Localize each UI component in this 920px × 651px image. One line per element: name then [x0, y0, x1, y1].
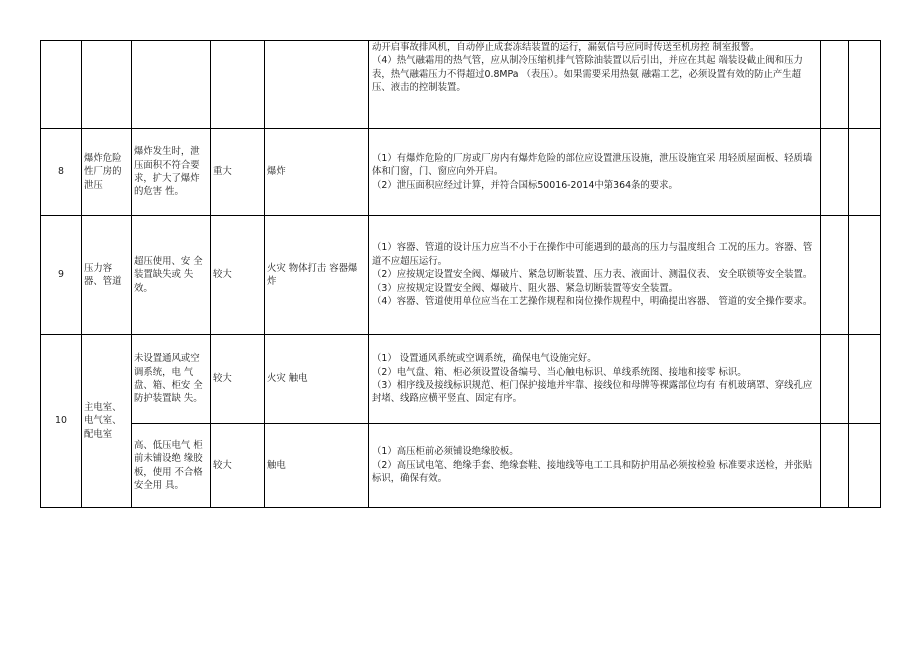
cell-hazard: 高、低压电气 柜前未铺设绝 缘胶板，使用 不合格安全用 具。 — [132, 424, 211, 508]
cell-no — [41, 41, 82, 129]
cell-measures — [369, 335, 821, 424]
cell-blank — [849, 424, 881, 508]
cell-site — [82, 41, 132, 129]
cell-blank — [849, 216, 881, 335]
cell-hazard — [132, 41, 211, 129]
table-row — [41, 129, 881, 216]
cell-site: 压力容器、管道 — [82, 216, 132, 335]
measure-text: （3）相序线及接线标识规范、柜门保护接地并牢靠、接线位和母牌等裸露部位均有 有机玻璃罩、穿线孔应封堵、线路应横平竖直、固定有序。 — [372, 380, 813, 405]
measure-text: （2）应按规定设置安全阀、爆破片、紧急切断装置、压力表、液面计、测温仪表、 安全联锁等安全装置。 — [372, 269, 813, 281]
cell-blank — [821, 216, 849, 335]
measure-text: 动开启事故排风机，自动停止成套冻结装置的运行，漏氨信号应同时传送至机房控 制室报警。 — [372, 42, 760, 53]
cell-blank — [849, 129, 881, 216]
cell-hazard: 未设置通风或空调系统，电 气盘、箱、柜安 全防护装置缺 失。 — [132, 335, 211, 424]
risk-control-table — [40, 40, 881, 508]
cell-no: 10 — [41, 335, 82, 508]
cell-measures — [369, 424, 821, 508]
cell-blank — [821, 41, 849, 129]
measure-text: （4）容器、管道使用单位应当在工艺操作规程和岗位操作规程中，明确提出容器、 管道的安全操作要求。 — [372, 296, 813, 308]
cell-measures — [369, 41, 821, 129]
cell-level — [211, 41, 265, 129]
table-row — [41, 424, 881, 508]
cell-no: 8 — [41, 129, 82, 216]
measure-text: （1）高压柜前必须铺设绝缘胶板。 — [372, 446, 519, 458]
cell-level: 较大 — [211, 424, 265, 508]
measure-text: （2）电气盘、箱、柜必须设置设备编号、当心触电标识、单线系统图、接地和接零 标识。 — [372, 366, 747, 378]
cell-measures — [369, 129, 821, 216]
table-row — [41, 41, 881, 129]
cell-level: 重大 — [211, 129, 265, 216]
measure-text: （3）应按规定设置安全阀、爆破片、阻火器、紧急切断装置等安全装置。 — [372, 282, 678, 294]
measure-text: （1）容器、管道的设计压力应当不小于在操作中可能遇到的最高的压力与温度组合 工况的压力。容器、管道不应超压运行。 — [372, 242, 813, 267]
cell-site: 爆炸危险性厂房的泄压 — [82, 129, 132, 216]
cell-accident: 火灾 物体打击 容器爆炸 — [265, 216, 369, 335]
table-row — [41, 216, 881, 335]
cell-level: 较大 — [211, 335, 265, 424]
measure-text: （1） 设置通风系统或空调系统，确保电气设施完好。 — [372, 353, 597, 365]
cell-hazard: 超压使用、安 全装置缺失或 失效。 — [132, 216, 211, 335]
measure-text: （4）热气融霜用的热气管，应从制冷压缩机排气管除油装置以后引出，并应在其起 端装设截止阀和压力表，热气融霜压力不得超过0.8MPa （表压）。如果需要采用热氨 融霜工艺，必须设置有效的防止产生超压、液击的控制装置。 — [372, 55, 803, 94]
measure-text: （1）有爆炸危险的厂房或厂房内有爆炸危险的部位应设置泄压设施，泄压设施宜采 用轻质屋面板、轻质墙体和门窗，门、窗应向外开启。 — [372, 152, 813, 178]
cell-blank — [849, 41, 881, 129]
cell-site: 主电室、电气室、配电室 — [82, 335, 132, 508]
cell-blank — [821, 424, 849, 508]
cell-blank — [821, 129, 849, 216]
cell-level: 较大 — [211, 216, 265, 335]
cell-accident: 火灾 触电 — [265, 335, 369, 424]
cell-blank — [821, 335, 849, 424]
table-row — [41, 335, 881, 424]
cell-accident — [265, 41, 369, 129]
cell-measures — [369, 216, 821, 335]
cell-accident: 触电 — [265, 424, 369, 508]
cell-no: 9 — [41, 216, 82, 335]
cell-blank — [849, 335, 881, 424]
measure-text: （2）高压试电笔、绝缘手套、绝缘套鞋、接地线等电工工具和防护用品必须按检验 标准要求送检，并张贴标识，确保有效。 — [372, 459, 813, 485]
cell-accident: 爆炸 — [265, 129, 369, 216]
cell-hazard: 爆炸发生时，泄压面积不符合要求，扩大了爆炸的危害 性。 — [132, 129, 211, 216]
measure-text: （2）泄压面积应经过计算，并符合国标50016-2014中第364条的要求。 — [372, 179, 678, 191]
